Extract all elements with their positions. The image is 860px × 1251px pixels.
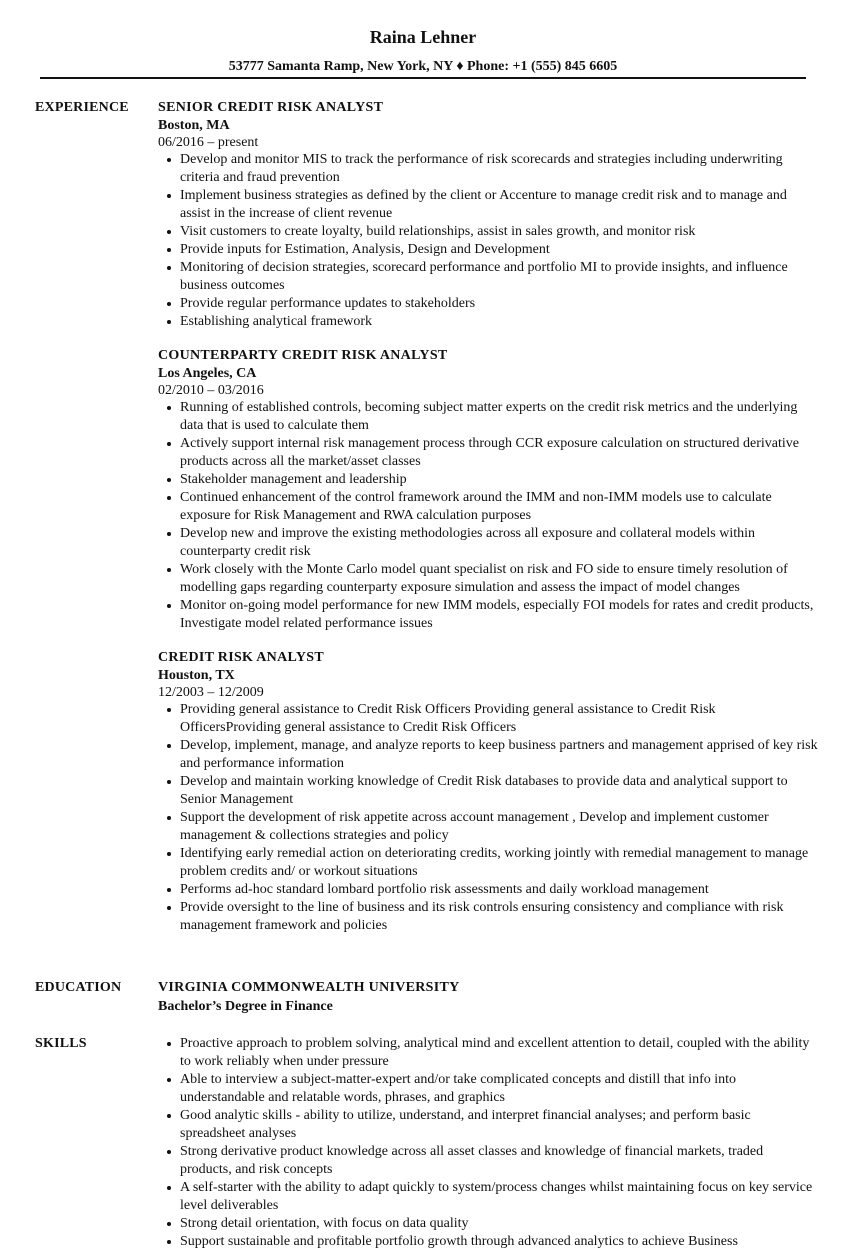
list-item: Support sustainable and profitable portfolio growth through advanced analytics to achieve Business	[158, 1233, 818, 1251]
list-item: Monitor on-going model performance for new IMM models, especially FOI models for rates and credit products, Investigate model related performance issues	[158, 597, 818, 633]
job-dates: 12/2003 – 12/2009	[158, 685, 264, 700]
job-title: COUNTERPARTY CREDIT RISK ANALYST	[158, 348, 448, 363]
list-item: Work closely with the Monte Carlo model quant specialist on risk and FO side to ensure timely resolution of modelling gaps regarding counterparty exposure simulation and assess the impact of model changes	[158, 561, 818, 597]
list-item: Strong detail orientation, with focus on data quality	[158, 1215, 818, 1233]
job-title: SENIOR CREDIT RISK ANALYST	[158, 100, 384, 115]
school-name: VIRGINIA COMMONWEALTH UNIVERSITY	[158, 980, 460, 995]
job-location: Houston, TX	[158, 668, 235, 683]
list-item: Strong derivative product knowledge across all asset classes and knowledge of financial markets, traded products, and risk concepts	[158, 1143, 818, 1179]
list-item: Develop and maintain working knowledge of Credit Risk databases to provide data and analytical support to Senior Management	[158, 773, 818, 809]
list-item: Proactive approach to problem solving, analytical mind and excellent attention to detail, coupled with the ability to work reliably when under pressure	[158, 1035, 818, 1071]
list-item: Running of established controls, becoming subject matter experts on the credit risk metrics and the underlying data that is used to calculate them	[158, 399, 818, 435]
list-item: Good analytic skills - ability to utilize, understand, and interpret financial analyses; and perform basic spreadsheet analyses	[158, 1107, 818, 1143]
skills-body	[158, 1035, 818, 1251]
list-item: Implement business strategies as defined by the client or Accenture to manage credit risk and to manage and assist in the increase of client revenue	[158, 187, 818, 223]
list-item: Support the development of risk appetite across account management , Develop and implement customer management & collections strategies and policy	[158, 809, 818, 845]
list-item: Establishing analytical framework	[158, 313, 818, 331]
contact-line: 53777 Samanta Ramp, New York, NY ♦ Phone: +1 (555) 845 6605	[228, 59, 618, 74]
job-entry	[158, 347, 818, 633]
list-item: Develop new and improve the existing methodologies across all exposure and collateral models within counterparty credit risk	[158, 525, 818, 561]
education-heading: EDUCATION	[35, 980, 122, 995]
header-divider	[40, 77, 806, 79]
list-item: Develop, implement, manage, and analyze reports to keep business partners and management apprised of key risk and performance information	[158, 737, 818, 773]
list-item: Provide regular performance updates to stakeholders	[158, 295, 818, 313]
list-item: Able to interview a subject-matter-expert and/or take complicated concepts and distill that info into understandable and relatable words, phrases, and graphics	[158, 1071, 818, 1107]
experience-body	[158, 99, 818, 951]
education-body	[158, 979, 818, 1017]
list-item: Provide inputs for Estimation, Analysis, Design and Development	[158, 241, 818, 259]
experience-heading: EXPERIENCE	[35, 100, 129, 115]
list-item: Provide oversight to the line of business and its risk controls ensuring consistency and compliance with risk management framework and policies	[158, 899, 818, 935]
job-entry	[158, 99, 818, 331]
skills-list	[158, 1035, 818, 1251]
job-title: CREDIT RISK ANALYST	[158, 650, 324, 665]
job-location: Boston, MA	[158, 118, 230, 133]
job-dates: 02/2010 – 03/2016	[158, 383, 264, 398]
list-item: Visit customers to create loyalty, build relationships, assist in sales growth, and monitor risk	[158, 223, 818, 241]
list-item: Performs ad-hoc standard lombard portfolio risk assessments and daily workload management	[158, 881, 818, 899]
list-item: Stakeholder management and leadership	[158, 471, 818, 489]
job-duties	[158, 399, 818, 633]
job-location: Los Angeles, CA	[158, 366, 257, 381]
job-duties	[158, 151, 818, 331]
job-entry	[158, 649, 818, 935]
list-item: A self-starter with the ability to adapt quickly to system/process changes whilst maintaining focus on key service level deliverables	[158, 1179, 818, 1215]
job-duties	[158, 701, 818, 935]
list-item: Develop and monitor MIS to track the performance of risk scorecards and strategies including underwriting criteria and fraud prevention	[158, 151, 818, 187]
resume-name: Raina Lehner	[369, 27, 477, 47]
list-item: Providing general assistance to Credit Risk Officers Providing general assistance to Credit Risk OfficersProviding general assistance to Credit Risk Officers	[158, 701, 818, 737]
skills-heading: SKILLS	[35, 1036, 87, 1051]
list-item: Continued enhancement of the control framework around the IMM and non-IMM models use to calculate exposure for Risk Management and RWA calculation purposes	[158, 489, 818, 525]
list-item: Monitoring of decision strategies, scorecard performance and portfolio MI to provide insights, and influence business outcomes	[158, 259, 818, 295]
job-dates: 06/2016 – present	[158, 135, 259, 150]
list-item: Identifying early remedial action on deteriorating credits, working jointly with remedial management to manage problem credits and/ or workout situations	[158, 845, 818, 881]
list-item: Actively support internal risk management process through CCR exposure calculation on structured derivative products across all the market/asset classes	[158, 435, 818, 471]
degree-name: Bachelor’s Degree in Finance	[158, 999, 333, 1014]
